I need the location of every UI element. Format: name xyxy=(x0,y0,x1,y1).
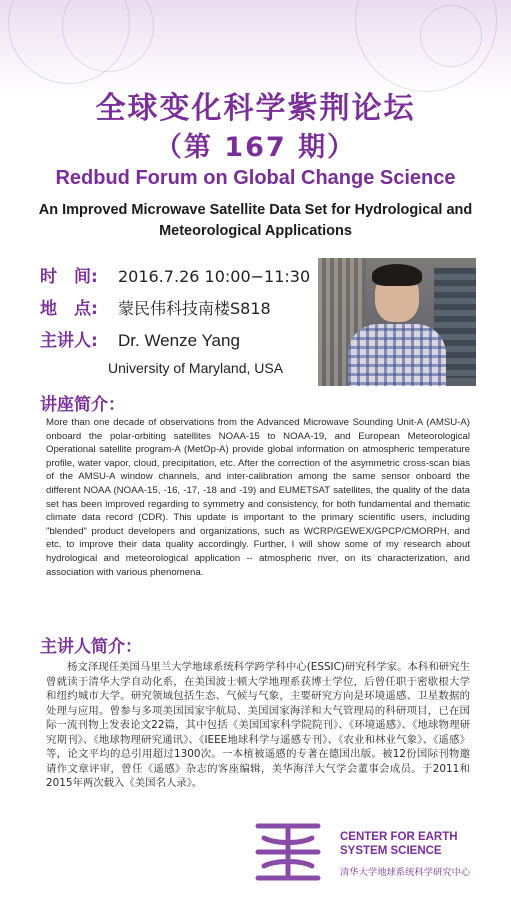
place-value: 蒙民伟科技南楼S818 xyxy=(118,299,271,318)
center-name-cn: 清华大学地球系统科学研究中心 xyxy=(340,867,471,878)
talk-title: An Improved Microwave Satellite Data Set for Hydrological and Meteorological Applications xyxy=(38,202,473,239)
talk-abstract: More than one decade of observations from the Advanced Microwave Sounding Unit-A (AMSU-A) onboard the polar-orbiting satellites NOAA-15 to NOAA-19, and European Meteorological Operational satellite program-A (MetOp-A) provide global information on atmospheric temperature profile, water vapor, cloud, precipitation, etc. After the correction of the asymmetric cross-scan bias of the AMSU-A window channels, and inter-calibration among the same sensor onboard the different NOAA (NOAA-15, -16, -17, -18 and -19) and EUMETSAT satellites, the quality of the data set has been improved regarding to symmetry and consistency, for both fundamental and thematic climate data record (CDR). This update is important to the primary scientific users, including "blended" product developers and organizations, such as WCRP/GEWEX/GPCP/CMORPH, and etc, to improve their data quality accordingly. Further, I will show some of my research about hydrological and meteorological application -- atmospheric river, on its characterization, and association with various phenomena. xyxy=(46,417,470,578)
speaker-bio-heading: 主讲人简介： xyxy=(40,637,142,657)
center-name-en: CENTER FOR EARTH SYSTEM SCIENCE xyxy=(340,831,458,857)
speaker-bio: 杨文泽现任美国马里兰大学地球系统科学跨学科中心(ESSIC)研究科学家。本科和研究生曾就读于清华大学自动化系，在美国波士顿大学地理系获博士学位，后曾任职于密歇根大学和纽约城市大学。研究领域包括生态、气候与气象，主要研究方向是环境遥感、卫星数据的处理与应用。曾参与多项美国国家宇航局、美国国家海洋和大气管理局的科研项目，已在国际一流刊物上发表论文22篇，其中包括《美国国家科学院院刊》、《环境遥感》、《地球物理研究期刊》、《地球物理研究通讯》、《IEEE地球科学与遥感专刊》、《农业和林业气象》、《遥感》等，论文平均的总引用超过1300次。一本植被遥感的专著在德国出版。被12份国际刊物邀请作文章评审，曾任《遥感》杂志的客座编辑，美华海洋大气学会董事会成员。于2011和2015年两次载入《美国名人录》。 xyxy=(46,661,470,789)
time-value: 2016.7.26 10:00−11:30 xyxy=(118,267,311,286)
forum-title-en: Redbud Forum on Global Change Science xyxy=(55,167,456,189)
speaker-name: Dr. Wenze Yang xyxy=(118,331,240,350)
center-logo-icon xyxy=(250,818,326,886)
speaker-affiliation: University of Maryland, USA xyxy=(108,360,284,376)
time-label: 时 间: xyxy=(40,267,98,287)
header-background xyxy=(0,0,511,95)
speaker-row xyxy=(40,326,240,351)
time-row xyxy=(40,262,310,287)
forum-title-cn: 全球变化科学紫荆论坛 xyxy=(95,91,416,126)
speaker-photo xyxy=(318,258,476,386)
speaker-label: 主讲人: xyxy=(40,331,98,351)
talk-intro-heading: 讲座简介： xyxy=(40,395,125,415)
issue-number: （第 167 期） xyxy=(154,132,357,163)
place-label: 地 点: xyxy=(40,299,98,319)
decorative-circle xyxy=(420,5,482,67)
place-row xyxy=(40,294,271,319)
